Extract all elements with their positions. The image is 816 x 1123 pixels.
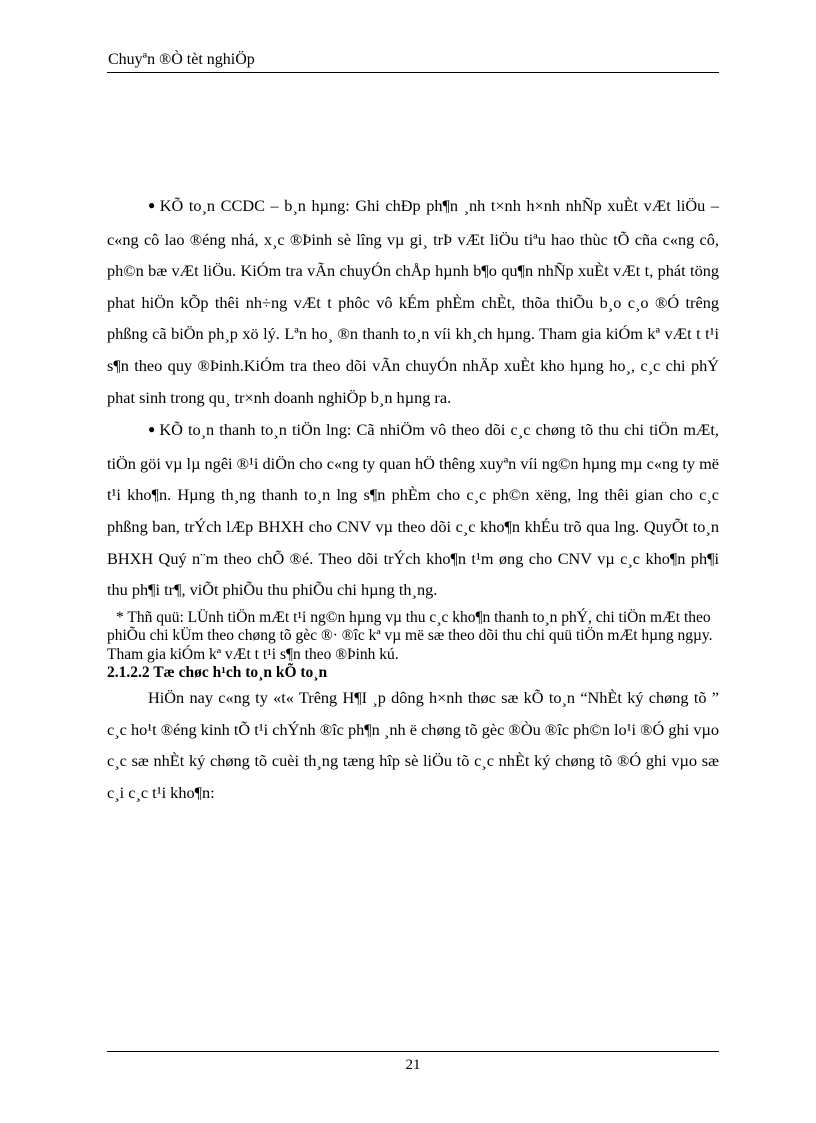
page-header — [107, 50, 719, 73]
page-number: 21 — [405, 1057, 421, 1073]
bullet-icon: ● — [148, 198, 157, 212]
paragraph-payroll — [107, 414, 719, 606]
page-footer — [107, 1051, 719, 1074]
section-heading: 2.1.2.2 Tæ chøc h¹ch to¸n kÕ to¸n — [107, 664, 328, 682]
section-paragraph: HiÖn nay c«ng ty «t« Trêng H¶I ¸p dông h×nh thøc sæ kÕ to¸n “NhÈt ký chøng tõ ” c¸c ho¹t ®éng kinh tÕ t¹i chÝnh ®îc ph¶n ¸nh ë chøng tõ gèc ®Òu ®îc ph©n lo¹i ®Ó ghi vµo c¸c sæ nhÈt ký chøng tõ cuèi th¸ng tæng hîp sè liÖu tõ c¸c nhÈt ký chøng tõ ®Ó ghi vµo sæ c¸i c¸c t¹i kho¶n: — [107, 688, 719, 802]
document-body — [107, 190, 719, 809]
paragraph-inventory-sales — [107, 190, 719, 413]
header-title: Chuyªn ®Ò tèt nghiÖp — [108, 51, 255, 68]
paragraph-text: KÕ to¸n thanh to¸n tiÖn lng: Cã nhiÖm vô theo dõi c¸c chøng tõ thu chi tiÖn mÆt, tiÖn göi vµ lµ ngêi ®¹i diÖn cho c«ng ty quan hÖ thêng xuyªn víi ng©n hµng mµ c«ng ty më t¹i kho¶n. Hµng th¸ng thanh to¸n lng s¶n phÈm cho c¸c ph©n xëng, lng thêi gian cho c¸c phßng ban, trÝch lÆp BHXH cho CNV vµ theo dõi c¸c kho¶n khÉu trõ qua lng. QuyÕt to¸n BHXH Quý n¨m theo chÕ ®é. Theo dõi trÝch kho¶n t¹m øng cho CNV vµ c¸c kho¶n ph¶i thu ph¶i tr¶, viÕt phiÕu thu phiÕu chi hµng th¸ng. — [107, 420, 719, 600]
bullet-icon: ● — [148, 422, 157, 437]
paragraph-text: KÕ to¸n CCDC – b¸n hµng: Ghi chÐp ph¶n ¸nh t×nh h×nh nhÑp xuÈt vÆt liÖu –c«ng cô lao ®éng nhá, x¸c ®Þinh sè lîng vµ gi¸ trÞ vÆt liÖu tiªu hao thùc tÕ cña c«ng cô, ph©n bæ vÆt liÖu. KiÓm tra vÃn chuyÓn chÅp hµnh b¶o qu¶n nhÑp xuÈt vÆt t, phát töng phat hiÖn kÕp thêi nh÷ng vÆt t phôc vô kÉm phÈm chÈt, thõa thiÕu b¸o c¸o ®Ó trêng phßng cã biÖn ph¸p xö lý. Lªn ho¸ ®n thanh to¸n víi kh¸ch hµng. Tham gia kiÓm kª vÆt t t¹i s¶n theo quy ®Þinh.KiÓm tra theo dõi vÃn chuyÓn nhÄp xuÈt kho hµng ho¸, c¸c chi phÝ phat sinh trong qu¸ tr×nh doanh nghiÖp b¸n hµng ra. — [107, 196, 720, 407]
cashier-note: * Thñ quü: LÜnh tiÖn mÆt t¹i ng©n hµng vµ thu c¸c kho¶n thanh to¸n phÝ, chi tiÖn mÆt theo phiÕu chi kÜm theo chøng tõ gèc ®· ®îc kª vµ më sæ theo dõi thu chi quü tiÖn mÆt hµng ngµy. Tham gia kiÓm kª vÆt t t¹i s¶n theo ®Þinh kú. — [107, 608, 713, 663]
